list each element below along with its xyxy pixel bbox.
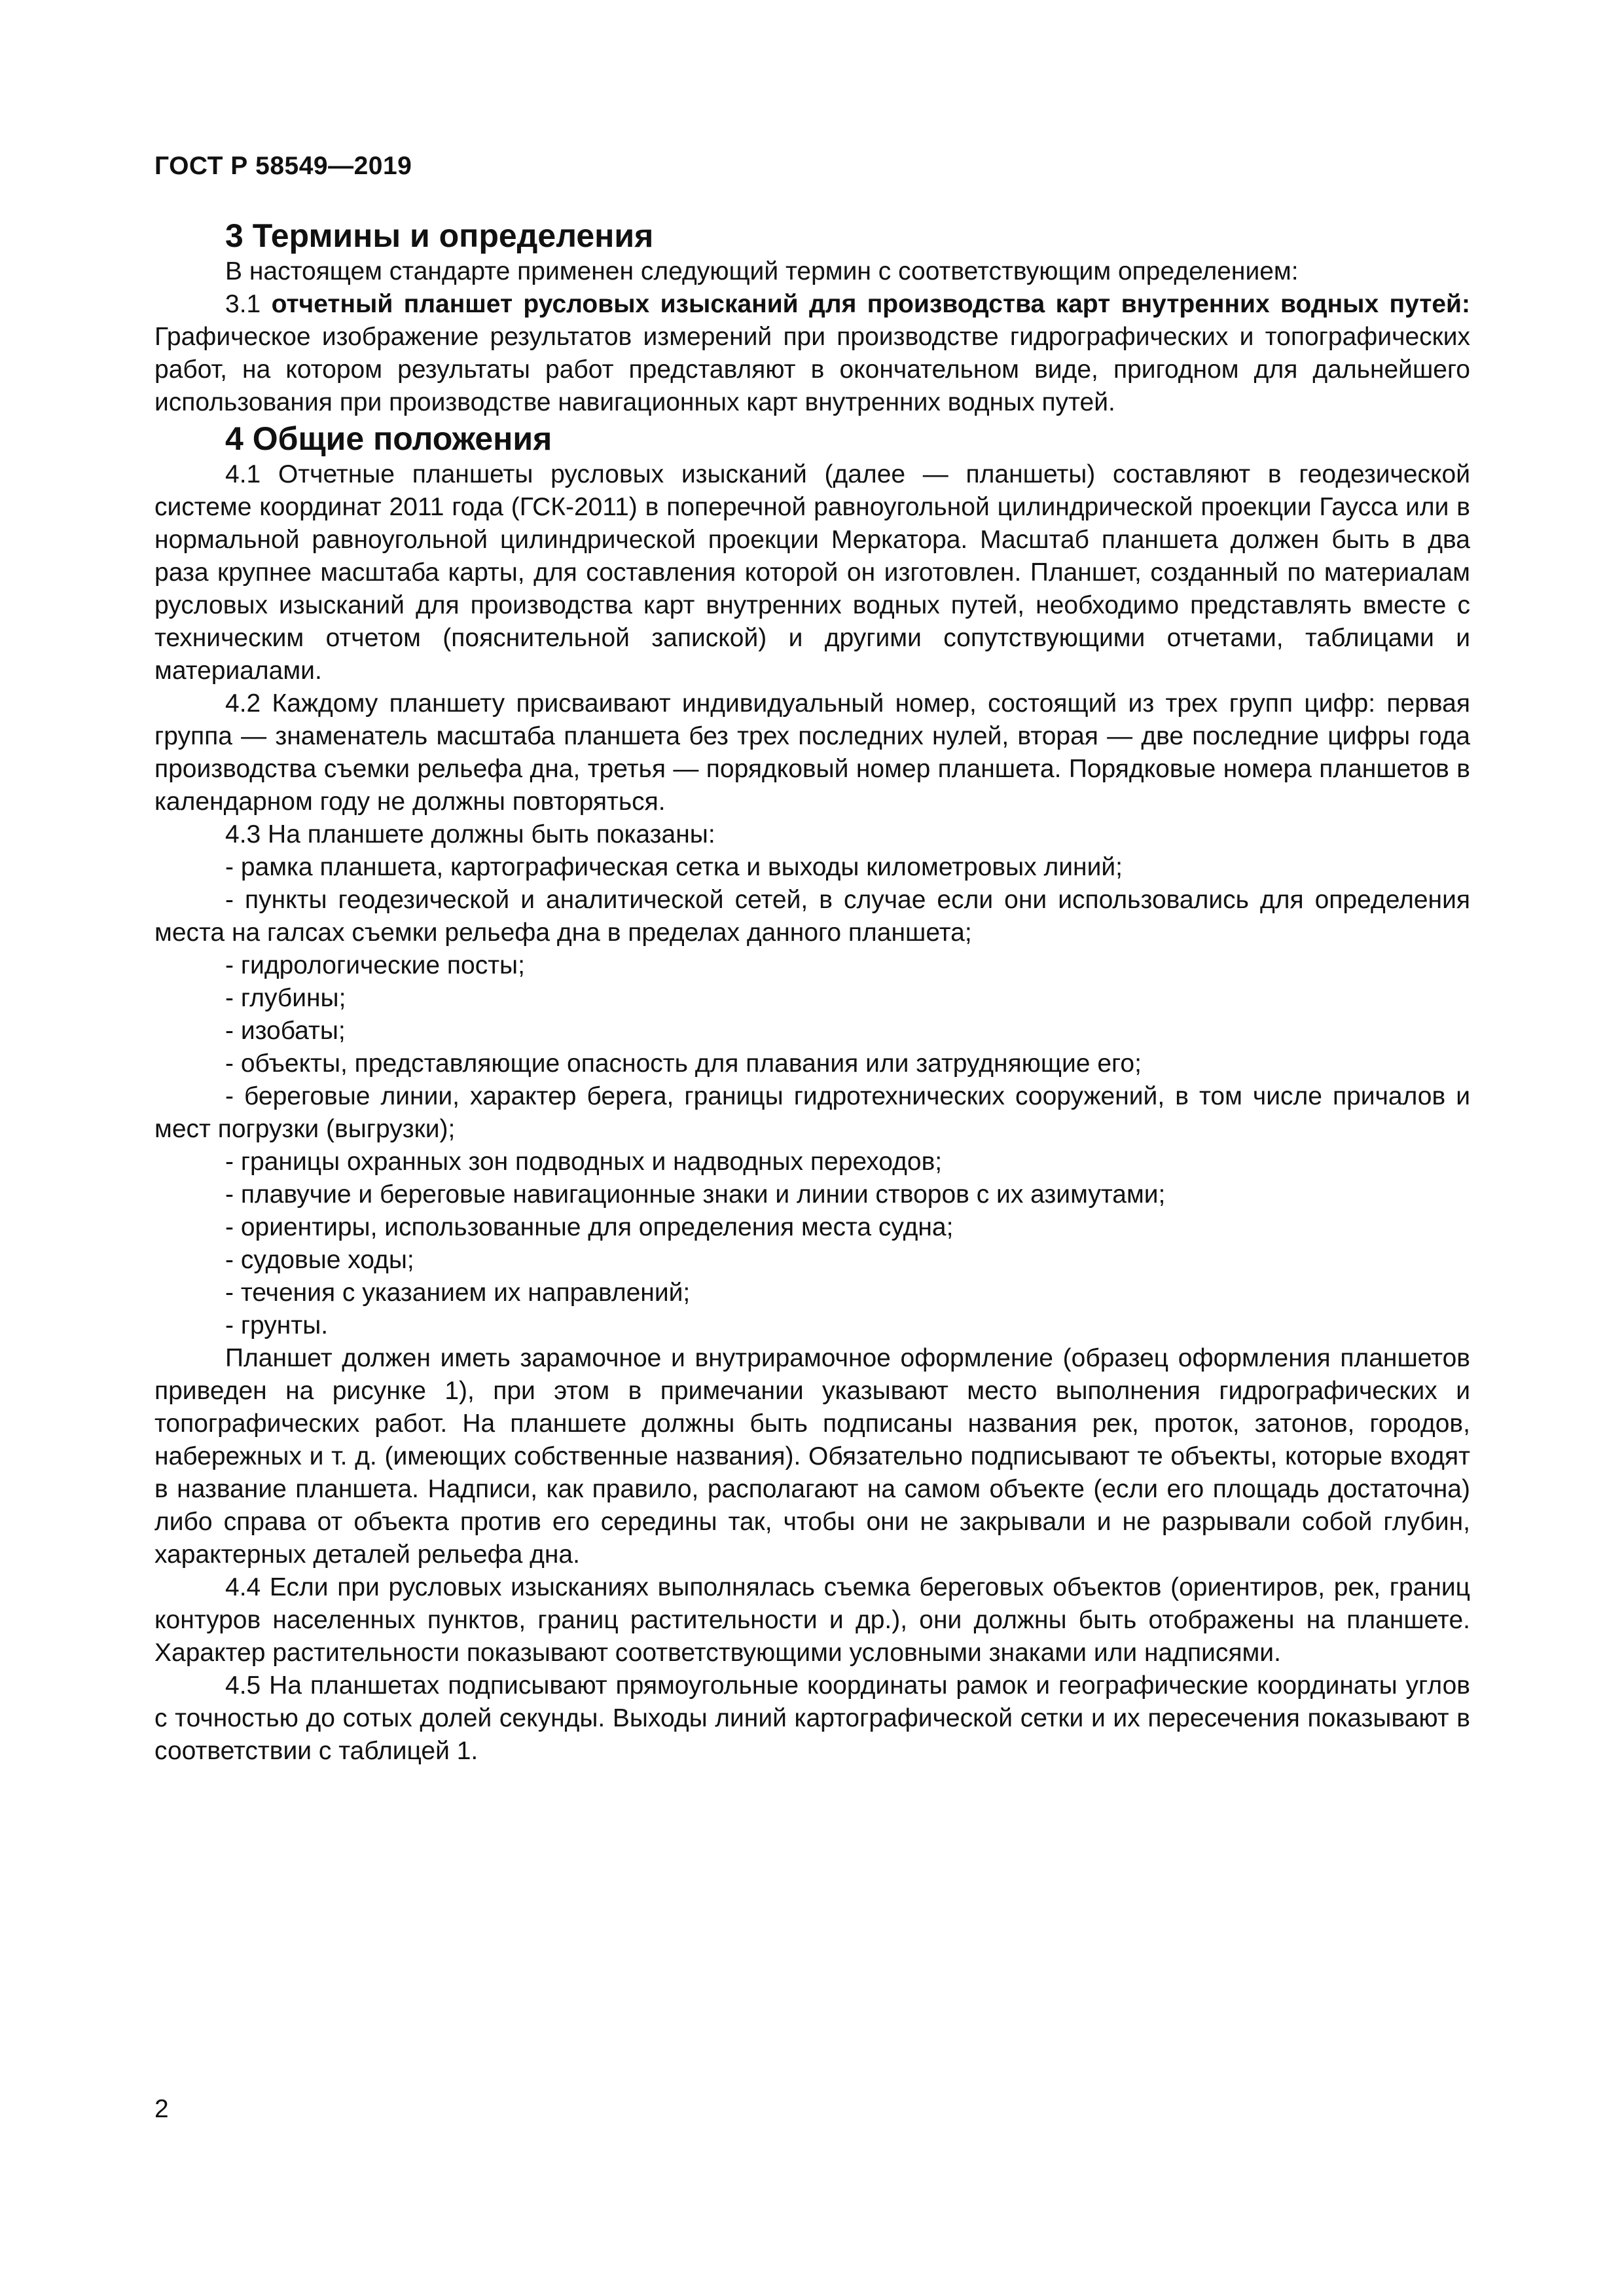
clause-4-3: 4.3 На планшете должны быть показаны:	[225, 820, 715, 848]
term-title: отчетный планшет русловых изысканий для производства карт внутренних водных путей:	[271, 290, 1470, 318]
list-item: - грунты.	[225, 1311, 329, 1339]
list-item: - береговые линии, характер берега, границы гидротехнических сооружений, в том числе причалов и мест погрузки (выгрузки);	[154, 1082, 1470, 1143]
list-item: - рамка планшета, картографическая сетка и выходы километровых линий;	[225, 853, 1123, 881]
clause-4-5: 4.5 На планшетах подписывают прямоугольные координаты рамок и географические координаты углов с точностью до сотых долей секунды. Выходы линий картографической сетки и их пересечения показывают в соответствии с таблицей 1.	[154, 1671, 1470, 1765]
list-item: - объекты, представляющие опасность для плавания или затрудняющие его;	[225, 1049, 1142, 1078]
list-item: - гидрологические посты;	[225, 951, 525, 979]
page-number: 2	[154, 2095, 169, 2123]
list-item: - глубины;	[225, 984, 346, 1012]
term-definition: Графическое изображение результатов измерений при производстве гидрографических и топографических работ, на котором результаты работ представляют в окончательном виде, пригодном для дальнейшего использования при производстве навигационных карт внутренних водных путей.	[154, 323, 1470, 416]
list-item: - границы охранных зон подводных и надводных переходов;	[225, 1148, 943, 1176]
paragraph-plan-design: Планшет должен иметь зарамочное и внутрирамочное оформление (образец оформления планшетов приведен на рисунке 1), при этом в примечании указывают место выполнения гидрографических и топографических работ. На планшете должны быть подписаны названия рек, проток, затонов, городов, набережных и т. д. (имеющих собственные названия). Обязательно подписывают те объекты, которые входят в название планшета. Надписи, как правило, располагают на самом объекте (если его площадь достаточна) либо справа от объекта против его середины так, чтобы они не закрывали и не разрывали собой глубин, характерных деталей рельефа дна.	[154, 1344, 1470, 1569]
list-item: - плавучие и береговые навигационные знаки и линии створов с их азимутами;	[225, 1180, 1166, 1209]
clause-4-2: 4.2 Каждому планшету присваивают индивидуальный номер, состоящий из трех групп цифр: первая группа — знаменатель масштаба планшета без трех последних нулей, вторая — две последние цифры года производства съемки рельефа дна, третья — порядковый номер планшета. Порядковые номера планшетов в календарном году не должны повторяться.	[154, 689, 1470, 816]
term-3-1	[154, 288, 1470, 419]
section-3-heading: 3 Термины и определения	[225, 217, 654, 254]
section-3-intro: В настоящем стандарте применен следующий термин с соответствующим определением:	[225, 257, 1299, 285]
document-body	[154, 216, 1470, 1768]
clause-4-1: 4.1 Отчетные планшеты русловых изысканий (далее — планшеты) составляют в геодезической системе координат 2011 года (ГСК-2011) в поперечной равноугольной цилиндрической проекции Гаусса или в нормальной равноугольной цилиндрической проекции Меркатора. Масштаб планшета должен быть в два раза крупнее масштаба карты, для составления которой он изготовлен. Планшет, созданный по материалам русловых изысканий для производства карт внутренних водных путей, необходимо представлять вместе с техническим отчетом (пояснительной запиской) и другими сопутствующими отчетами, таблицами и материалами.	[154, 460, 1470, 685]
list-item: - течения с указанием их направлений;	[225, 1279, 691, 1307]
clause-4-4: 4.4 Если при русловых изысканиях выполнялась съемка береговых объектов (ориентиров, рек, границ контуров населенных пунктов, границ растительности и др.), они должны быть отображены на планшете. Характер растительности показывают соответствующими условными знаками или надписями.	[154, 1573, 1470, 1667]
term-number: 3.1	[225, 290, 272, 318]
list-item: - пункты геодезической и аналитической сетей, в случае если они использовались для определения места на галсах съемки рельефа дна в пределах данного планшета;	[154, 886, 1470, 947]
document-code: ГОСТ Р 58549—2019	[154, 152, 412, 180]
list-item: - изобаты;	[225, 1017, 346, 1045]
list-item: - ориентиры, использованные для определения места судна;	[225, 1213, 954, 1241]
list-item: - судовые ходы;	[225, 1246, 414, 1274]
section-4-heading: 4 Общие положения	[225, 420, 552, 457]
